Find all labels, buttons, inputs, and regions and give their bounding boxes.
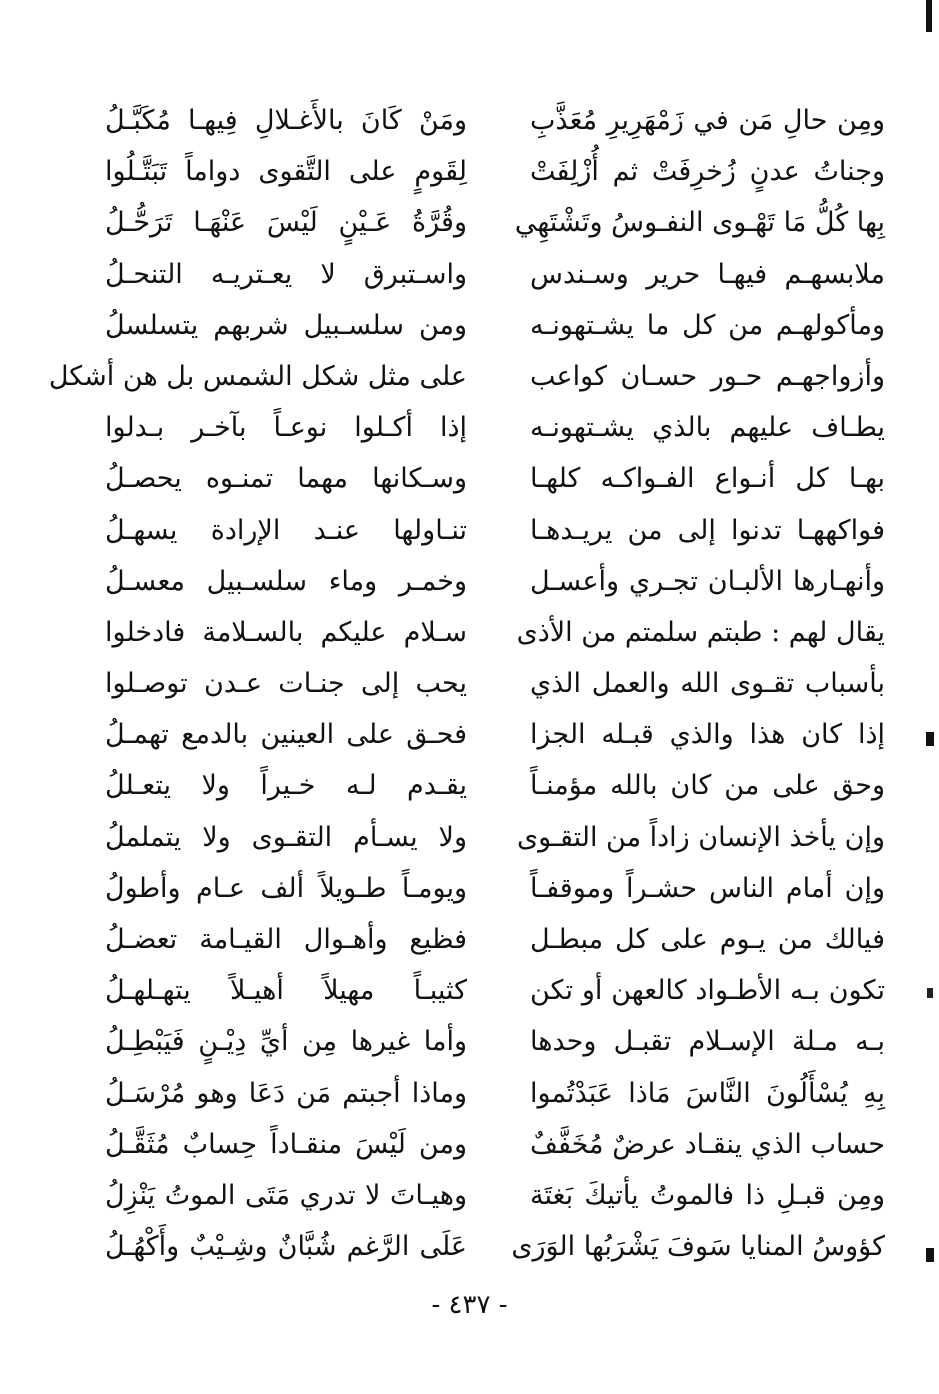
verse-line: سـلام عليكم بالسـلامة فادخلوا xyxy=(105,616,467,648)
verse-line: بِهِ يُسْأَلُونَ النَّاسَ مَاذا عَبَدْتُموا xyxy=(530,1077,885,1109)
verse-line: ويومـاً طـويلاً ألف عـام وأطولُ xyxy=(105,872,467,904)
poem xyxy=(48,95,885,1263)
verse-line: فظيع وأهـوال القيـامة تعضـلُ xyxy=(105,924,467,955)
verse-line: ومَنْ كَانَ بالأَغـلالِ فِيهـا مُكَبَّـلُ xyxy=(105,105,467,136)
page-edge-mark xyxy=(926,732,934,746)
verse-line: لِقَومٍ على التَّقوى دواماً تَبَتَّـلُوا xyxy=(105,156,467,188)
verse-line: ومِن قبـلِ ذا فالموتُ يأتيكَ بَغتَة xyxy=(530,1179,885,1211)
verse-line: وقُرَّةُ عَـيْنٍ لَيْسَ عَنْهَـا تَرَحُّـلُ xyxy=(105,207,467,239)
verse-line: وحق على من كان بالله مؤمنـاً xyxy=(530,770,885,802)
verse-line: يطـاف عليهم بالذي يشـتهونـه xyxy=(530,412,885,444)
page-edge-mark xyxy=(926,0,932,32)
verse-line: ومِن حالِ مَن في زَمْهَرِيرِ مُعَذَّبِ xyxy=(530,105,885,136)
poem-column-left xyxy=(48,95,467,1263)
verse-line: ومن سلسـبيل شربهم يتسلسلُ xyxy=(105,309,467,341)
verse-line: وهيـاتَ لا تدري مَتَى الموتُ يَنْزِلُ xyxy=(105,1179,467,1211)
verse-line: يقال لهم : طبتم سلمتم من الأذى xyxy=(516,616,885,648)
verse-line: واسـتبرق لا يعـتريـه التنحـلُ xyxy=(105,258,467,290)
verse-line: ولا يسـأم التقـوى ولا يتململُ xyxy=(105,821,467,853)
page-edge-mark xyxy=(926,1248,934,1262)
verse-line: وجناتُ عدنٍ زُخرِفَتْ ثم أُزْلِفَتْ xyxy=(530,156,885,188)
page-edge-mark xyxy=(927,988,933,998)
verse-line: فيالك من يـوم على كل مبطـل xyxy=(530,924,885,955)
verse-line: تنـاولها عنـد الإرادة يسهـلُ xyxy=(105,514,467,546)
verse-line: وخمـر وماء سلسـبيل معسـلُ xyxy=(105,565,467,597)
verse-line: إذا أكـلوا نوعـاً بآخـر بـدلوا xyxy=(105,412,467,444)
verse-line: بأسباب تقـوى الله والعمل الذي xyxy=(530,668,885,700)
verse-line: يحب إلى جنـات عـدن توصـلوا xyxy=(105,668,467,700)
verse-line: يقـدم لـه خـيراً ولا يتعـللُ xyxy=(105,770,467,802)
verse-line: وإن يأخذ الإنسان زاداً من التقـوى xyxy=(516,821,885,853)
verse-line: بهـا كل أنـواع الفـواكـه كلهـا xyxy=(530,463,885,495)
verse-line: فحـق على العينين بالدمع تهمـلُ xyxy=(105,719,467,751)
verse-line: إذا كان هذا والذي قبـله الجزا xyxy=(530,719,885,751)
verse-line: وأزواجهـم حـور حسـان كواعب xyxy=(530,360,885,392)
verse-line: وإن أمام الناس حشـراً وموقفـاً xyxy=(530,872,885,904)
verse-line: ومن لَيْسَ منقـاداً حِسابٌ مُثَقَّـلُ xyxy=(105,1128,467,1160)
verse-line: ومأكولهـم من كل ما يشـتهونـه xyxy=(530,309,885,341)
verse-line: كؤوسُ المنايا سَوفَ يَشْرَبُها الوَرَى xyxy=(511,1231,885,1263)
verse-line: وسـكانها مهما تمنـوه يحصـلُ xyxy=(105,463,467,495)
poem-column-right xyxy=(511,95,885,1263)
page-number: - ٤٣٧ - xyxy=(431,1290,508,1320)
verse-line: وماذا أجبتم مَن دَعَا وهو مُرْسَـلُ xyxy=(105,1077,467,1109)
verse-line: بِها كُلُّ مَا تَهْـوى النفـوسُ وتَشْتَهِي xyxy=(514,207,885,239)
verse-line: تكون بـه الأطـواد كالعهن أو تكن xyxy=(530,975,885,1007)
verse-line: فواكههـا تدنوا إلى من يريـدهـا xyxy=(530,514,885,546)
verse-line: على مثل شكل الشمس بل هن أشكل xyxy=(48,360,467,392)
verse-line: بـه مـلة الإسـلام تقبـل وحدها xyxy=(530,1026,885,1058)
verse-line: كثيبـاً مهيلاً أهيـلاً يتهـلهـلُ xyxy=(105,975,467,1007)
verse-line: حساب الذي ينقـاد عرضٌ مُخَفَّفٌ xyxy=(530,1128,885,1160)
verse-line: وأنهـارها الألبـان تجـري وأعسـل xyxy=(530,565,885,597)
verse-line: عَلَى الرَّغم شُبَّانٌ وشِـيْبٌ وأَكْهُـلُ xyxy=(105,1231,467,1263)
verse-line: وأما غيرها مِن أيِّ دِيْـنٍ فَيَبْطِـلُ xyxy=(105,1026,467,1058)
verse-line: ملابسهـم فيهـا حرير وسـندس xyxy=(530,258,885,290)
